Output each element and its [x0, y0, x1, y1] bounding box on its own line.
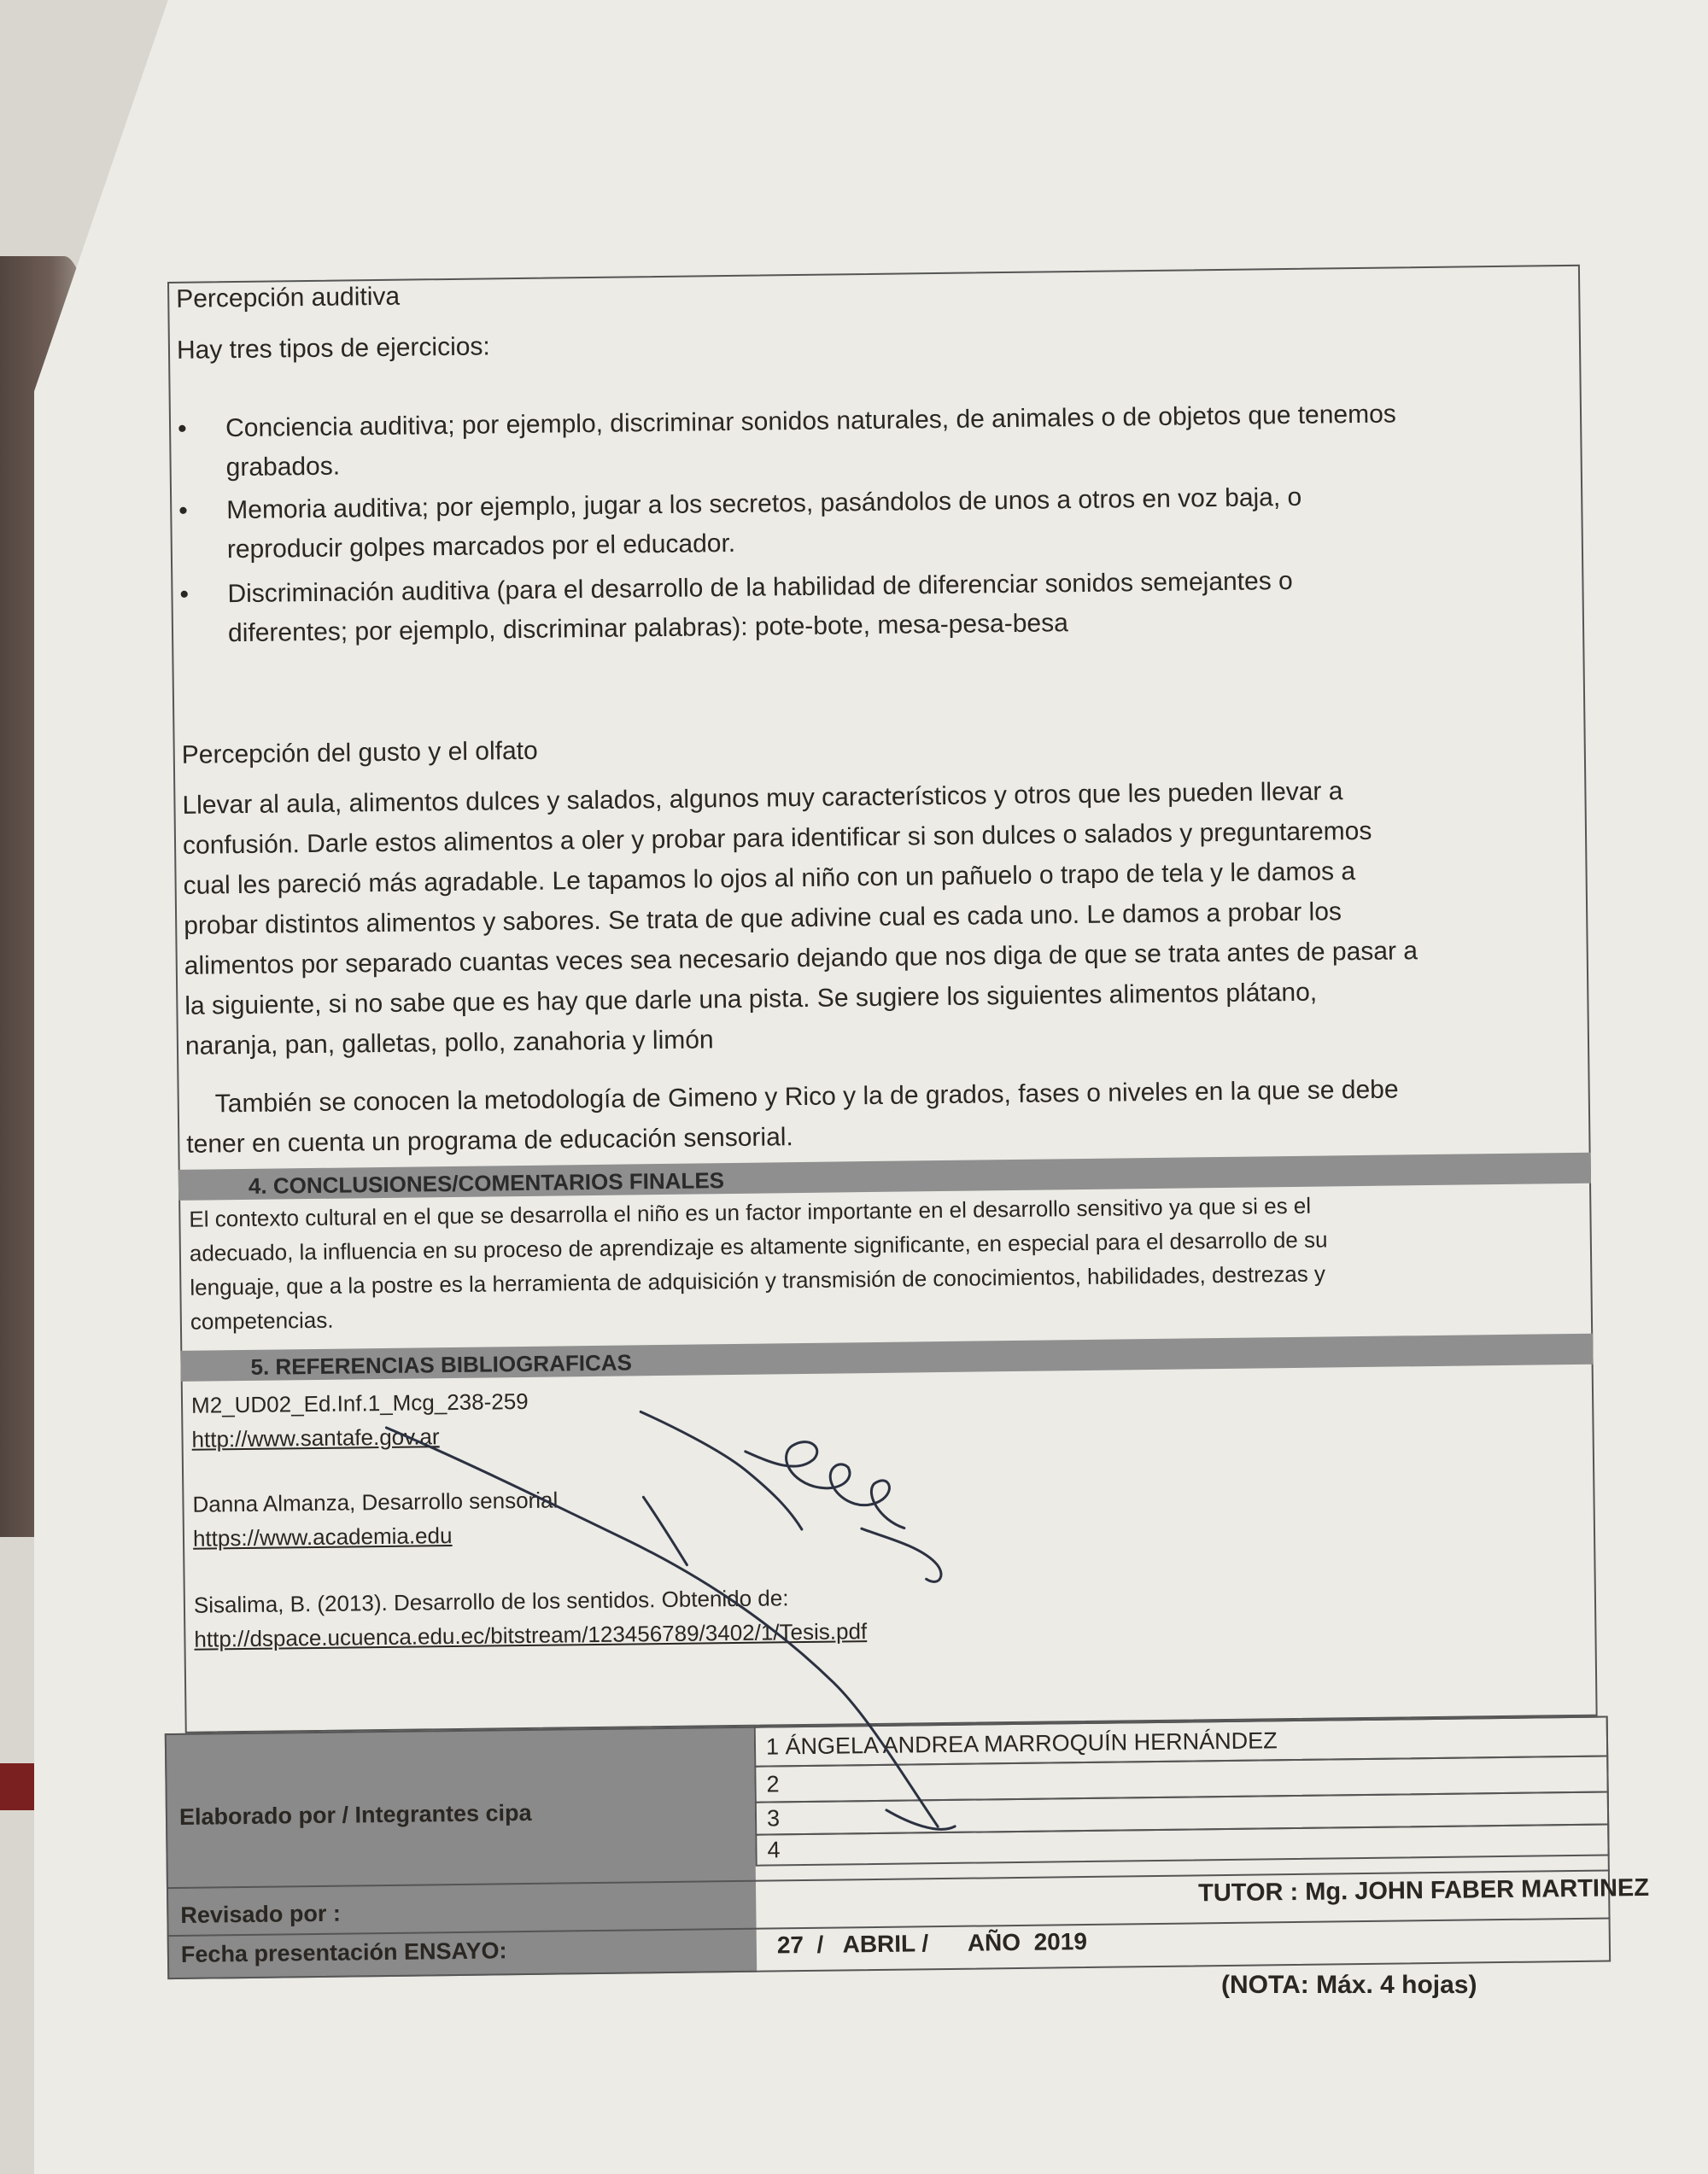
paragraph-line: tener en cuenta un programa de educación sensorial.: [186, 1123, 793, 1159]
paragraph-line: lenguaje, que a la postre es la herramienta de adquisición y transmisión de conocimientos, habilidades, destrezas y: [190, 1260, 1326, 1300]
bullet-dot-icon: •: [178, 496, 188, 525]
paragraph-line: También se conocen la metodología de Gimeno y Rico y la de grados, fases o niveles en la que se debe: [214, 1075, 1399, 1119]
paragraph-line: confusión. Darle estos alimentos a oler y probar para identificar si son dulces o salados y preguntaremos: [182, 816, 1372, 860]
section-title-referencias: 5. REFERENCIAS BIBLIOGRAFICAS: [250, 1349, 633, 1380]
document-sheet: [167, 265, 1650, 1981]
paragraph-line: cual les pareció más agradable. Le tapamos lo ojos al niño con un pañuelo o trapo de tela y le damos a: [183, 857, 1356, 900]
heading-auditiva: Percepción auditiva: [176, 282, 401, 313]
paragraph-line: Llevar al aula, alimentos dulces y salados, algunos muy característicos y otros que les pueden llevar a: [182, 777, 1343, 820]
member-name: 1 ÁNGELA ANDREA MARROQUÍN HERNÁNDEZ: [765, 1727, 1278, 1760]
bullet-line: grabados.: [225, 452, 341, 482]
paragraph-line: probar distintos alimentos y sabores. Se trata de que adivine cual es cada uno. Le damos a probar los: [184, 897, 1342, 940]
reference-link[interactable]: https://www.academia.edu: [192, 1522, 453, 1552]
bullet-line: Conciencia auditiva; por ejemplo, discriminar sonidos naturales, de animales o de objetos que tenemos: [225, 400, 1396, 443]
paragraph-metodologia: [185, 1069, 1399, 1164]
fecha-value: 27 / ABRIL / AÑO 2019: [776, 1927, 1088, 1959]
member-name: 3: [766, 1805, 781, 1832]
bullet-dot-icon: •: [177, 414, 187, 443]
reference-text: Sisalima, B. (2013). Desarrollo de los sentidos. Obtenido de:: [193, 1585, 789, 1618]
section-title-conclusiones: 4. CONCLUSIONES/COMENTARIOS FINALES: [248, 1167, 725, 1199]
paragraph-line: naranja, pan, galletas, pollo, zanahoria y limón: [184, 1026, 714, 1061]
elaborado-label: Elaborado por / Integrantes cipa: [178, 1799, 532, 1830]
revisado-value: TUTOR : Mg. JOHN FABER MARTINEZ: [1197, 1873, 1650, 1908]
paragraph-conclusiones: [189, 1188, 1328, 1338]
member-name: 2: [766, 1771, 780, 1797]
paragraph-line: alimentos por separado cuantas veces sea necesario dejando que nos diga de que se trata antes de pasar a: [184, 937, 1418, 980]
reference-link[interactable]: http://www.santafe.gov.ar: [191, 1423, 440, 1452]
nota-maximo: (NOTA: Máx. 4 hojas): [1221, 1971, 1477, 1999]
bullet-dot-icon: •: [179, 580, 190, 609]
bullet-line: reproducir golpes marcados por el educador.: [226, 529, 736, 564]
member-name: 4: [767, 1837, 781, 1863]
intro-ejercicios: Hay tres tipos de ejercicios:: [176, 332, 490, 365]
bullet-line: diferentes; por ejemplo, discriminar palabras): pote-bote, mesa-pesa-besa: [227, 609, 1068, 648]
paragraph-line: adecuado, la influencia en su proceso de aprendizaje es altamente significante, en especial para el desarrollo de su: [189, 1226, 1328, 1266]
paragraph-line: competencias.: [190, 1306, 334, 1335]
reference-text: M2_UD02_Ed.Inf.1_Mcg_238-259: [190, 1388, 529, 1418]
reference-link[interactable]: http://dspace.ucuenca.edu.ec/bitstream/123456789/3402/1/Tesis.pdf: [194, 1618, 868, 1652]
paragraph-gusto: [182, 770, 1418, 1067]
paragraph-line: la siguiente, si no sabe que es hay que darle una pista. Se sugiere los siguientes alimentos plátano,: [184, 978, 1318, 1020]
bullet-line: Memoria auditiva; por ejemplo, jugar a los secretos, pasándolos de unos a otros en voz baja, o: [226, 482, 1302, 525]
bullet-line: Discriminación auditiva (para el desarrollo de la habilidad de diferenciar sonidos semejantes o: [227, 566, 1293, 609]
heading-gusto: Percepción del gusto y el olfato: [181, 736, 538, 769]
reference-text: Danna Almanza, Desarrollo sensorial: [192, 1487, 559, 1517]
revisado-label: Revisado por :: [180, 1900, 342, 1928]
fecha-label: Fecha presentación ENSAYO:: [180, 1937, 507, 1967]
paragraph-line: El contexto cultural en el que se desarrolla el niño es un factor importante en el desarrollo sensitivo ya que si es el: [189, 1192, 1312, 1232]
